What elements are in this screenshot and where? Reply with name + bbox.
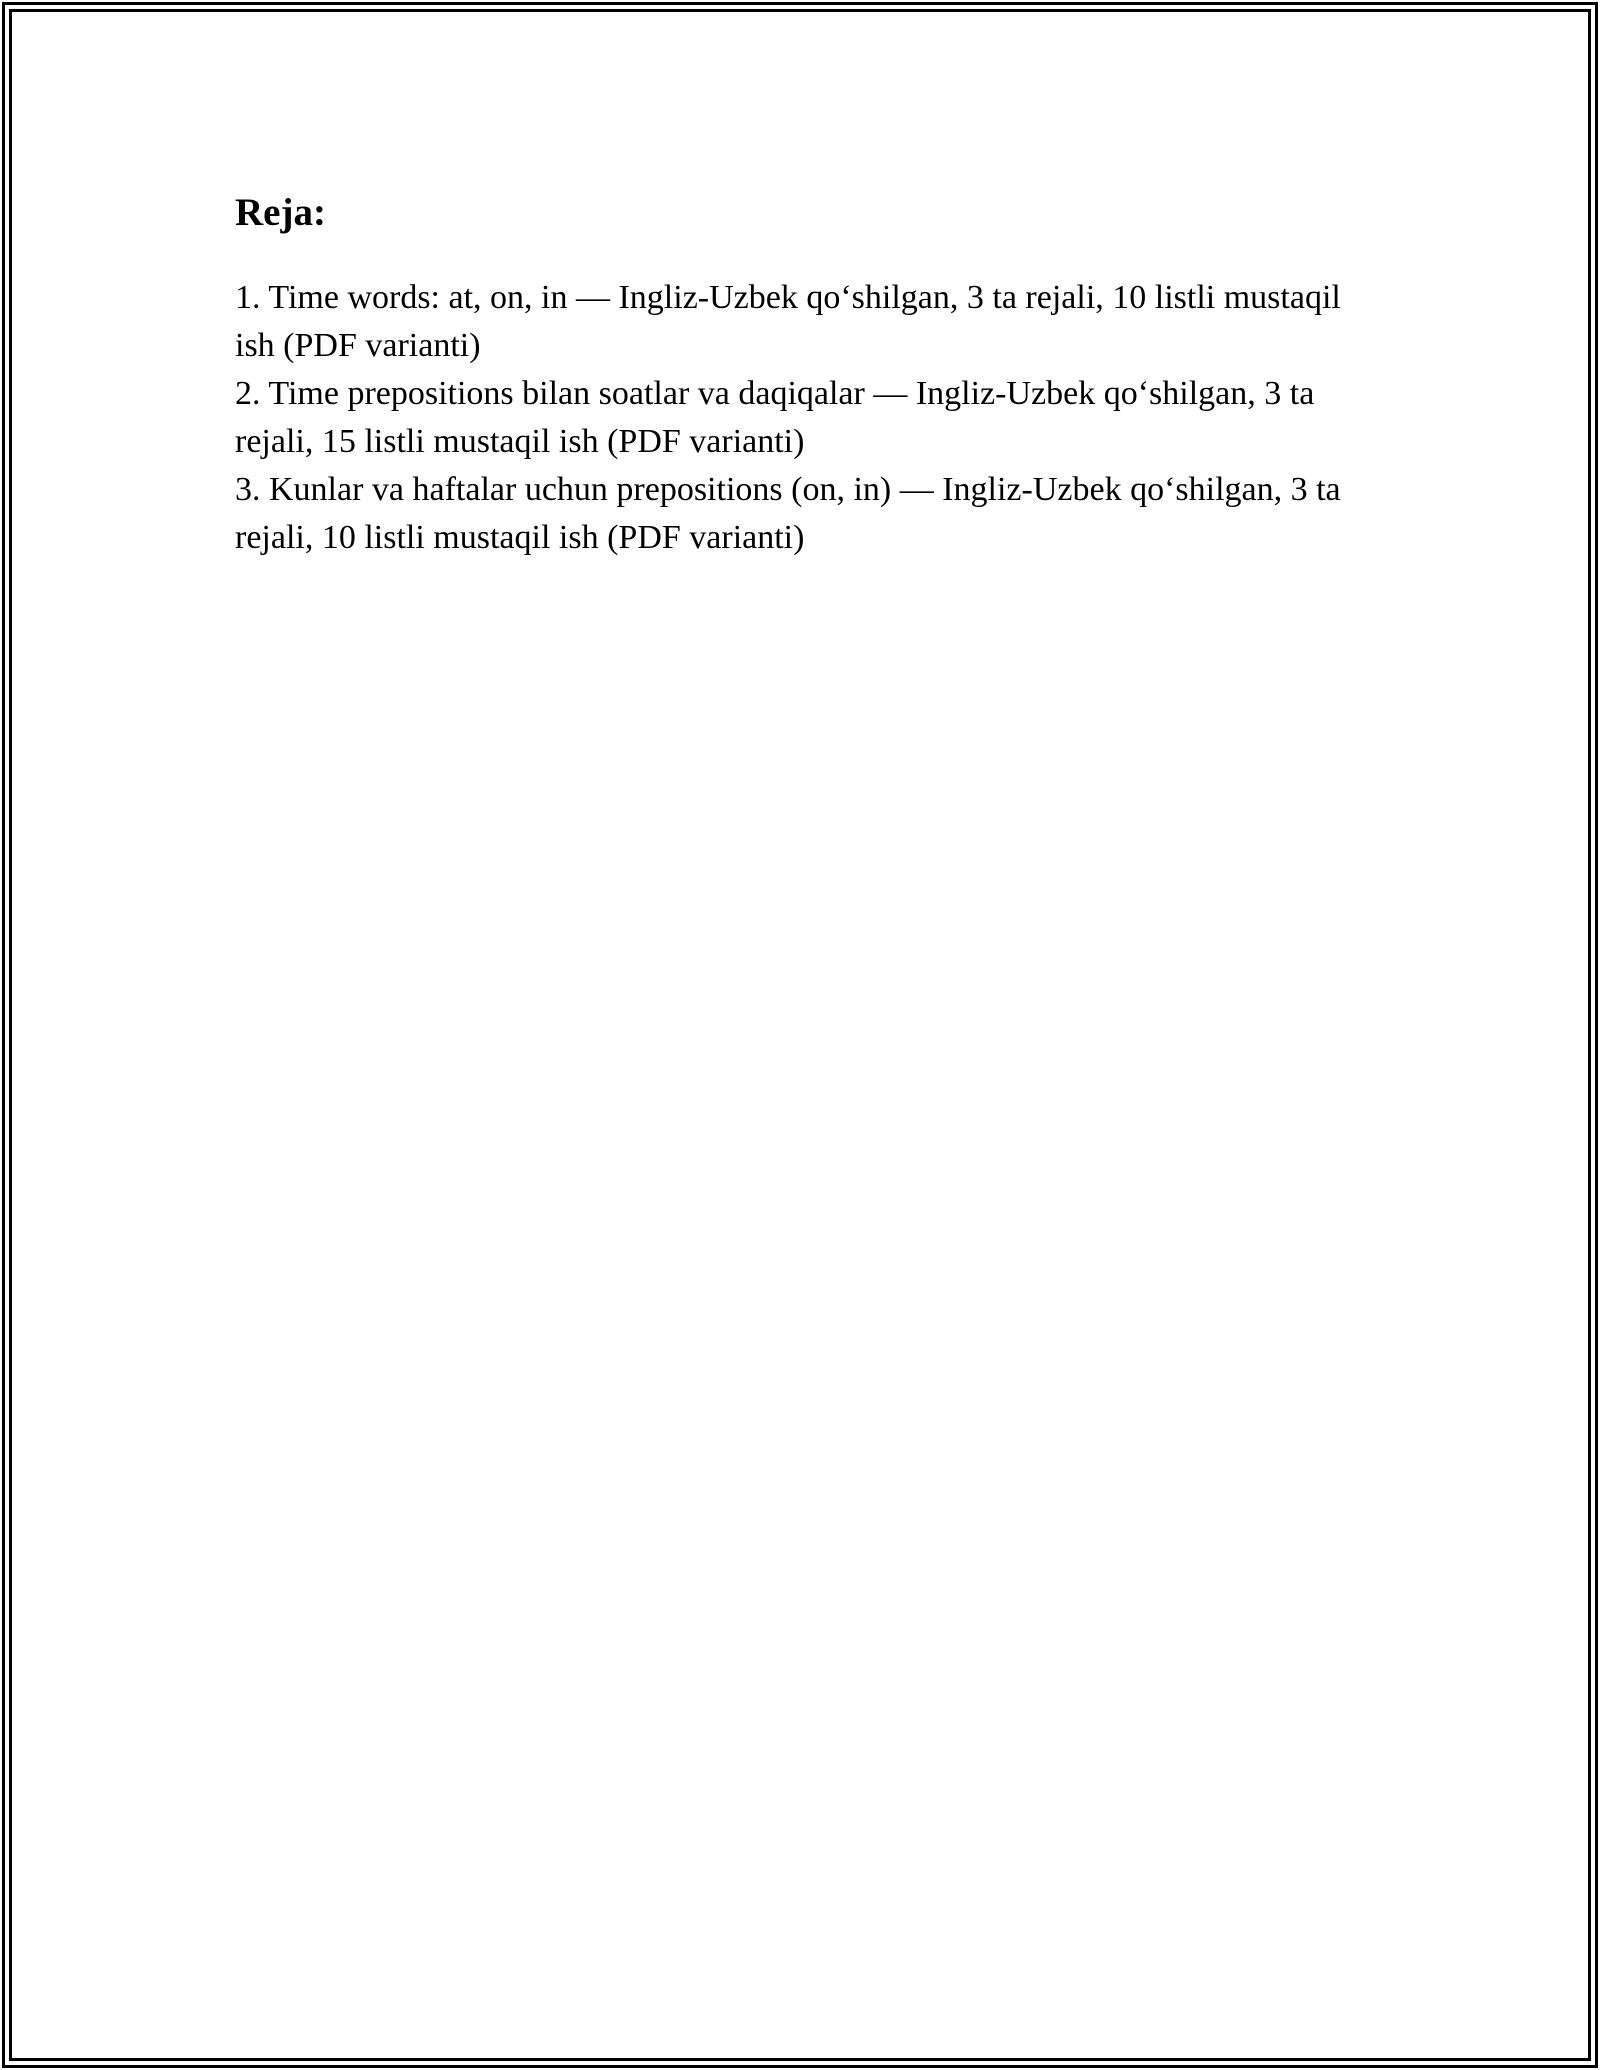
plan-list xyxy=(235,274,1385,562)
document-body xyxy=(235,180,1385,562)
plan-item-2: 2. Time prepositions bilan soatlar va daqiqalar — Ingliz-Uzbek qo‘shilgan, 3 ta rejali, 15 listli mustaqil ish (PDF varianti) xyxy=(235,375,1315,460)
plan-heading: Reja: xyxy=(235,191,326,234)
plan-item-1: 1. Time words: at, on, in — Ingliz-Uzbek qo‘shilgan, 3 ta rejali, 10 listli mustaqil ish (PDF varianti) xyxy=(235,279,1341,364)
plan-item-3: 3. Kunlar va haftalar uchun prepositions (on, in) — Ingliz-Uzbek qo‘shilgan, 3 ta rejali, 10 listli mustaqil ish (PDF varianti) xyxy=(235,471,1341,556)
